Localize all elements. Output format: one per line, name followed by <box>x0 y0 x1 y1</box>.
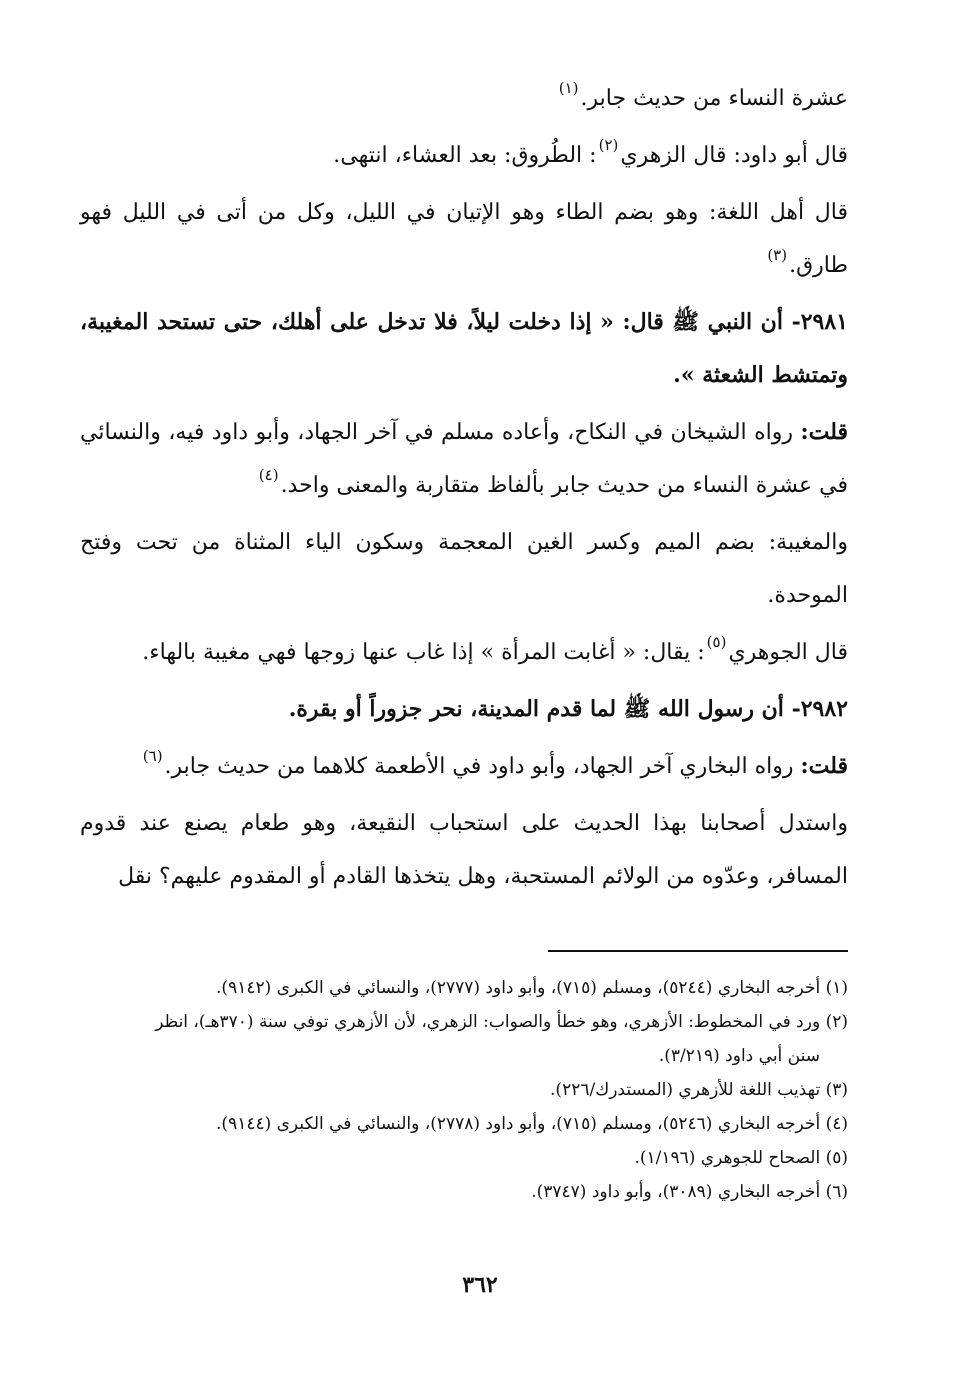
paragraph-text: والمغيبة: بضم الميم وكسر الغين المعجمة وسكون الياء المثناة من تحت وفتح الموحدة. <box>80 530 848 608</box>
footnote-marker: (٢) <box>598 136 619 154</box>
hadith-number: ٢٩٨١- <box>791 309 848 335</box>
footnote-marker: (٦) <box>142 747 163 765</box>
footnote-2-continuation: سنن أبي داود (٣/٢١٩). <box>658 1046 820 1066</box>
footnote-4: (٤) أخرجه البخاري (٥٢٤٦)، ومسلم (٧١٥)، وأبو داود (٢٧٧٨)، والنسائي في الكبرى (٩١٤٤). <box>216 1114 848 1134</box>
footnote-5: (٥) الصحاح للجوهري (١/١٩٦). <box>634 1148 848 1168</box>
paragraph-10 <box>80 797 848 903</box>
paragraph-text: عشرة النساء من حديث جابر. <box>580 86 848 111</box>
lead-word: قلت: <box>800 419 848 445</box>
footnote-marker: (٤) <box>258 466 279 484</box>
paragraph-text: : الطُروق: بعد العشاء، انتهى. <box>333 143 597 168</box>
footnote-6: (٦) أخرجه البخاري (٣٠٨٩)، وأبو داود (٣٧٤٧). <box>531 1182 848 1202</box>
paragraph-9 <box>80 740 848 793</box>
paragraph-text: واستدل أصحابنا بهذا الحديث على استحباب النقيعة، وهو طعام يصنع عند قدوم المسافر، وعدّوه من الولائم المستحبة، وهل يتخذها القادم أو المقدوم عليهم؟ نقل <box>80 811 848 889</box>
hadith-text: أن رسول الله ﷺ لما قدم المدينة، نحر جزوراً أو بقرة. <box>288 696 784 722</box>
paragraph-text: قال أهل اللغة: وهو بضم الطاء وهو الإتيان في الليل، وكل من أتى في الليل فهو طارق. <box>80 200 848 278</box>
hadith-2982 <box>80 683 848 736</box>
paragraph-7 <box>80 626 848 679</box>
hadith-text: أن النبي ﷺ قال: « إذا دخلت ليلاً، فلا تدخل على أهلك، حتى تستحد المغيبة، وتمتشط الشعثة ». <box>80 309 848 388</box>
footnotes <box>80 972 848 1210</box>
main-text <box>80 72 848 907</box>
footnote-3: (٣) تهذيب اللغة للأزهري (المستدرك/٢٢٦). <box>550 1080 848 1100</box>
page-number: ٣٦٢ <box>462 1272 498 1298</box>
footnote-separator <box>548 950 848 952</box>
paragraph-1 <box>80 72 848 125</box>
paragraph-text: رواه البخاري آخر الجهاد، وأبو داود في الأطعمة كلاهما من حديث جابر. <box>164 754 794 779</box>
hadith-number: ٢٩٨٢- <box>791 696 848 722</box>
footnote-marker: (٥) <box>706 633 727 651</box>
paragraph-text: : يقال: « أغابت المرأة » إذا غاب عنها زوجها فهي مغيبة بالهاء. <box>142 640 705 665</box>
hadith-2981 <box>80 296 848 402</box>
paragraph-text: قال الجوهري <box>728 640 848 665</box>
paragraph-6 <box>80 516 848 622</box>
paragraph-3 <box>80 186 848 292</box>
paragraph-5 <box>80 406 848 512</box>
paragraph-2 <box>80 129 848 182</box>
lead-word: قلت: <box>800 753 848 779</box>
paragraph-text: رواه الشيخان في النكاح، وأعاده مسلم في آخر الجهاد، وأبو داود فيه، والنسائي في عشرة النساء من حديث جابر بألفاظ متقاربة والمعنى واحد. <box>80 420 848 498</box>
paragraph-text: قال أبو داود: قال الزهري <box>620 143 848 168</box>
footnote-marker: (١) <box>558 79 579 97</box>
footnote-1: (١) أخرجه البخاري (٥٢٤٤)، ومسلم (٧١٥)، وأبو داود (٢٧٧٧)، والنسائي في الكبرى (٩١٤٢). <box>216 978 848 998</box>
footnote-marker: (٣) <box>767 246 788 264</box>
footnote-2: (٢) ورد في المخطوط: الأزهري، وهو خطأ والصواب: الزهري، لأن الأزهري توفي سنة (٣٧٠هـ)، انظر <box>155 1012 848 1032</box>
